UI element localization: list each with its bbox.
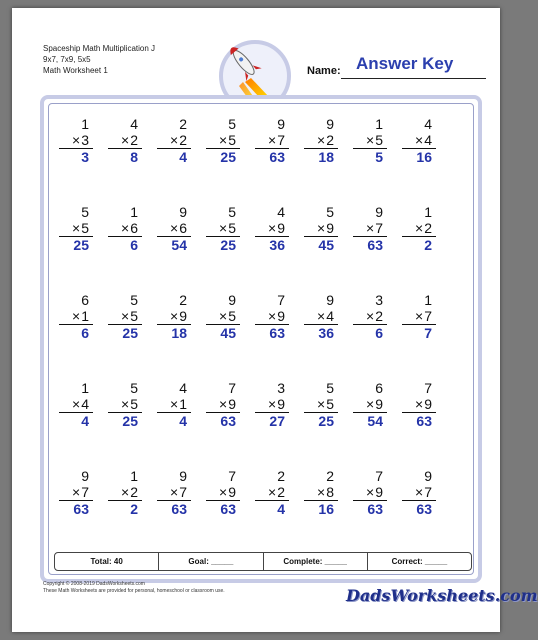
times-sign: × [268, 396, 277, 412]
multiplicand: 6 [81, 292, 89, 308]
multiplicand: 3 [375, 292, 383, 308]
multiplicand: 2 [179, 116, 187, 132]
multiplicand: 2 [326, 468, 334, 484]
multiplication-problem [157, 204, 191, 253]
multiplication-problem [402, 116, 436, 165]
multiplication-problem [59, 380, 93, 429]
multiplier: 1 [179, 396, 187, 412]
worksheet-subtitle: Math Worksheet 1 [43, 66, 108, 75]
multiplicand: 5 [228, 204, 236, 220]
multiplication-problem [304, 468, 338, 517]
times-sign: × [121, 220, 130, 236]
times-sign: × [415, 220, 424, 236]
multiplier: 7 [424, 484, 432, 500]
times-sign: × [219, 220, 228, 236]
multiplication-problem [206, 292, 240, 341]
multiplier-row [353, 396, 387, 413]
answer: 54 [171, 237, 187, 253]
times-sign: × [366, 484, 375, 500]
multiplication-problem [402, 380, 436, 429]
multiplicand: 4 [179, 380, 187, 396]
worksheet-title: Spaceship Math Multiplication J [43, 44, 156, 53]
multiplier: 9 [277, 396, 285, 412]
usage-line: These Math Worksheets are provided for personal, homeschool or classroom use. [43, 588, 225, 594]
multiplier-row [255, 484, 289, 501]
times-sign: × [317, 308, 326, 324]
multiplier-row [255, 132, 289, 149]
times-sign: × [415, 132, 424, 148]
times-sign: × [72, 396, 81, 412]
answer: 3 [81, 149, 89, 165]
times-sign: × [366, 396, 375, 412]
multiplicand: 9 [375, 204, 383, 220]
multiplicand: 5 [326, 204, 334, 220]
multiplication-problem [206, 380, 240, 429]
times-sign: × [366, 132, 375, 148]
multiplication-problem [108, 380, 142, 429]
times-sign: × [170, 308, 179, 324]
answer: 63 [269, 325, 285, 341]
times-sign: × [219, 132, 228, 148]
times-sign: × [317, 220, 326, 236]
multiplicand: 5 [130, 292, 138, 308]
multiplicand: 9 [326, 292, 334, 308]
answer: 16 [416, 149, 432, 165]
multiplicand: 9 [228, 292, 236, 308]
answer: 54 [367, 413, 383, 429]
multiplier: 2 [375, 308, 383, 324]
multiplicand: 9 [277, 116, 285, 132]
correct-cell: Correct: _____ [391, 557, 448, 566]
total-cell: Total: 40 [55, 553, 159, 570]
multiplicand: 7 [277, 292, 285, 308]
answer: 18 [318, 149, 334, 165]
multiplicand: 5 [81, 204, 89, 220]
answer: 63 [220, 413, 236, 429]
multiplier: 9 [228, 396, 236, 412]
times-sign: × [268, 484, 277, 500]
multiplicand: 9 [179, 204, 187, 220]
multiplicand: 4 [424, 116, 432, 132]
multiplication-problem [59, 468, 93, 517]
answer: 45 [318, 237, 334, 253]
multiplier: 7 [179, 484, 187, 500]
multiplier: 4 [81, 396, 89, 412]
multiplier-row [353, 132, 387, 149]
multiplier-row [206, 308, 240, 325]
multiplier: 5 [130, 396, 138, 412]
answer: 36 [318, 325, 334, 341]
worksheet-page [12, 8, 538, 632]
answer: 63 [269, 149, 285, 165]
multiplier: 8 [326, 484, 334, 500]
answer: 6 [81, 325, 89, 341]
answer: 25 [220, 237, 236, 253]
times-sign: × [121, 308, 130, 324]
multiplicand: 1 [81, 380, 89, 396]
multiplicand: 5 [326, 380, 334, 396]
multiplication-problem [108, 204, 142, 253]
multiplication-problem [157, 380, 191, 429]
multiplicand: 9 [81, 468, 89, 484]
multiplier: 5 [375, 132, 383, 148]
multiplication-problem [206, 204, 240, 253]
answer-key-heading: Answer Key [356, 54, 454, 73]
multiplier: 2 [277, 484, 285, 500]
multiplier: 7 [424, 308, 432, 324]
answer: 63 [416, 501, 432, 517]
multiplier: 2 [179, 132, 187, 148]
multiplier: 2 [130, 484, 138, 500]
answer: 7 [424, 325, 432, 341]
multiplicand: 2 [277, 468, 285, 484]
multiplier: 4 [326, 308, 334, 324]
multiplication-problem [255, 204, 289, 253]
multiplier-row [59, 308, 93, 325]
times-sign: × [72, 132, 81, 148]
score-footer [54, 552, 472, 571]
multiplicand: 7 [228, 468, 236, 484]
multiplication-problem [206, 468, 240, 517]
answer: 5 [375, 149, 383, 165]
multiplier-row [108, 220, 142, 237]
multiplier: 6 [179, 220, 187, 236]
multiplier-row [59, 484, 93, 501]
times-sign: × [121, 132, 130, 148]
answer: 2 [424, 237, 432, 253]
multiplier: 9 [228, 484, 236, 500]
answer: 6 [130, 237, 138, 253]
multiplication-problem [304, 292, 338, 341]
multiplier: 4 [424, 132, 432, 148]
multiplicand: 1 [375, 116, 383, 132]
times-sign: × [268, 220, 277, 236]
multiplier-row [402, 308, 436, 325]
answer: 16 [318, 501, 334, 517]
times-sign: × [121, 396, 130, 412]
multiplication-problem [59, 204, 93, 253]
multiplier-row [108, 484, 142, 501]
multiplier: 2 [424, 220, 432, 236]
multiplication-problem [255, 380, 289, 429]
answer: 63 [367, 237, 383, 253]
multiplier-row [108, 396, 142, 413]
times-sign: × [415, 308, 424, 324]
answer: 4 [179, 413, 187, 429]
goal-cell: Goal: _____ [159, 553, 263, 570]
answer: 63 [220, 501, 236, 517]
multiplier: 5 [130, 308, 138, 324]
multiplication-problem [402, 468, 436, 517]
multiplicand: 7 [375, 468, 383, 484]
multiplier: 7 [277, 132, 285, 148]
multiplier-row [157, 396, 191, 413]
multiplication-problem [353, 292, 387, 341]
name-line [341, 78, 486, 79]
multiplicand: 1 [130, 204, 138, 220]
multiplier-row [59, 132, 93, 149]
multiplier: 5 [81, 220, 89, 236]
multiplier-row [206, 132, 240, 149]
multiplication-problem [108, 116, 142, 165]
times-sign: × [366, 308, 375, 324]
dadsworksheets-logo: DadsWorksheets.com [346, 586, 538, 605]
multiplier: 9 [424, 396, 432, 412]
times-sign: × [219, 484, 228, 500]
multiplication-problem [108, 292, 142, 341]
multiplication-problem [157, 116, 191, 165]
multiplicand: 1 [424, 204, 432, 220]
multiplier-row [157, 132, 191, 149]
multiplier-row [157, 308, 191, 325]
multiplication-problem [304, 204, 338, 253]
multiplier-row [206, 396, 240, 413]
multiplier-row [353, 308, 387, 325]
times-sign: × [121, 484, 130, 500]
times-sign: × [415, 396, 424, 412]
answer: 63 [171, 501, 187, 517]
multiplicand: 5 [228, 116, 236, 132]
answer: 63 [367, 501, 383, 517]
multiplication-problem [402, 204, 436, 253]
answer: 2 [130, 501, 138, 517]
multiplier-row [108, 308, 142, 325]
multiplier: 9 [277, 220, 285, 236]
name-label: Name: [307, 65, 341, 77]
multiplier-row [402, 484, 436, 501]
times-sign: × [415, 484, 424, 500]
multiplier-row [304, 396, 338, 413]
multiplier-row [59, 220, 93, 237]
multiplication-problem [304, 380, 338, 429]
answer: 63 [416, 413, 432, 429]
times-sign: × [170, 484, 179, 500]
answer: 63 [73, 501, 89, 517]
multiplication-problem [353, 204, 387, 253]
multiplicand: 4 [130, 116, 138, 132]
answer: 27 [269, 413, 285, 429]
answer: 8 [130, 149, 138, 165]
times-sign: × [317, 132, 326, 148]
multiplication-problem [108, 468, 142, 517]
multiplicand: 1 [81, 116, 89, 132]
multiplier-row [304, 484, 338, 501]
multiplicand: 9 [326, 116, 334, 132]
multiplicand: 1 [424, 292, 432, 308]
multiplication-problem [304, 116, 338, 165]
multiplier-row [402, 132, 436, 149]
multiplier-row [304, 132, 338, 149]
multiplication-problem [206, 116, 240, 165]
multiplier: 6 [130, 220, 138, 236]
multiplier-row [255, 308, 289, 325]
multiplier-row [255, 220, 289, 237]
multiplication-problem [255, 468, 289, 517]
times-sign: × [219, 308, 228, 324]
times-sign: × [170, 396, 179, 412]
multiplier-row [157, 220, 191, 237]
multiplicand: 3 [277, 380, 285, 396]
times-sign: × [268, 308, 277, 324]
multiplicand: 7 [424, 380, 432, 396]
multiplier: 5 [228, 220, 236, 236]
multiplier: 5 [228, 308, 236, 324]
multiplier: 9 [375, 396, 383, 412]
multiplier-row [255, 396, 289, 413]
multiplicand: 2 [179, 292, 187, 308]
multiplier-row [157, 484, 191, 501]
times-sign: × [170, 220, 179, 236]
multiplier: 2 [326, 132, 334, 148]
multiplier: 2 [130, 132, 138, 148]
answer: 25 [220, 149, 236, 165]
times-sign: × [72, 308, 81, 324]
multiplier-row [402, 220, 436, 237]
multiplier-row [353, 484, 387, 501]
multiplier: 9 [277, 308, 285, 324]
complete-cell: Complete: _____ [264, 553, 368, 570]
times-sign: × [170, 132, 179, 148]
answer: 4 [81, 413, 89, 429]
times-sign: × [72, 484, 81, 500]
multiplicand: 7 [228, 380, 236, 396]
multiplicand: 9 [179, 468, 187, 484]
multiplier-row [206, 484, 240, 501]
multiplier: 7 [375, 220, 383, 236]
multiplication-problem [402, 292, 436, 341]
times-sign: × [317, 396, 326, 412]
multiplier: 7 [81, 484, 89, 500]
multiplication-problem [255, 292, 289, 341]
answer: 25 [122, 325, 138, 341]
answer: 18 [171, 325, 187, 341]
multiplication-problem [353, 116, 387, 165]
answer: 45 [220, 325, 236, 341]
worksheet-facts: 9x7, 7x9, 5x5 [43, 55, 91, 64]
multiplicand: 5 [130, 380, 138, 396]
times-sign: × [268, 132, 277, 148]
times-sign: × [317, 484, 326, 500]
multiplier-row [304, 308, 338, 325]
multiplier: 5 [326, 396, 334, 412]
multiplication-problem [59, 116, 93, 165]
multiplicand: 9 [424, 468, 432, 484]
multiplier-row [353, 220, 387, 237]
multiplier: 9 [375, 484, 383, 500]
multiplication-problem [59, 292, 93, 341]
multiplier: 3 [81, 132, 89, 148]
multiplication-problem [353, 380, 387, 429]
multiplier: 1 [81, 308, 89, 324]
multiplier-row [108, 132, 142, 149]
multiplier: 9 [179, 308, 187, 324]
times-sign: × [72, 220, 81, 236]
multiplicand: 4 [277, 204, 285, 220]
answer: 36 [269, 237, 285, 253]
multiplication-problem [157, 292, 191, 341]
multiplier: 5 [228, 132, 236, 148]
multiplier-row [304, 220, 338, 237]
times-sign: × [219, 396, 228, 412]
multiplier: 9 [326, 220, 334, 236]
times-sign: × [366, 220, 375, 236]
multiplication-problem [157, 468, 191, 517]
answer: 25 [318, 413, 334, 429]
multiplicand: 1 [130, 468, 138, 484]
multiplier-row [206, 220, 240, 237]
answer: 6 [375, 325, 383, 341]
copyright-line: Copyright © 2008-2019 DadsWorksheets.com [43, 581, 145, 587]
multiplier-row [59, 396, 93, 413]
multiplication-problem [353, 468, 387, 517]
multiplicand: 6 [375, 380, 383, 396]
answer: 4 [277, 501, 285, 517]
multiplier-row [402, 396, 436, 413]
answer: 25 [122, 413, 138, 429]
answer: 25 [73, 237, 89, 253]
answer: 4 [179, 149, 187, 165]
multiplication-problem [255, 116, 289, 165]
